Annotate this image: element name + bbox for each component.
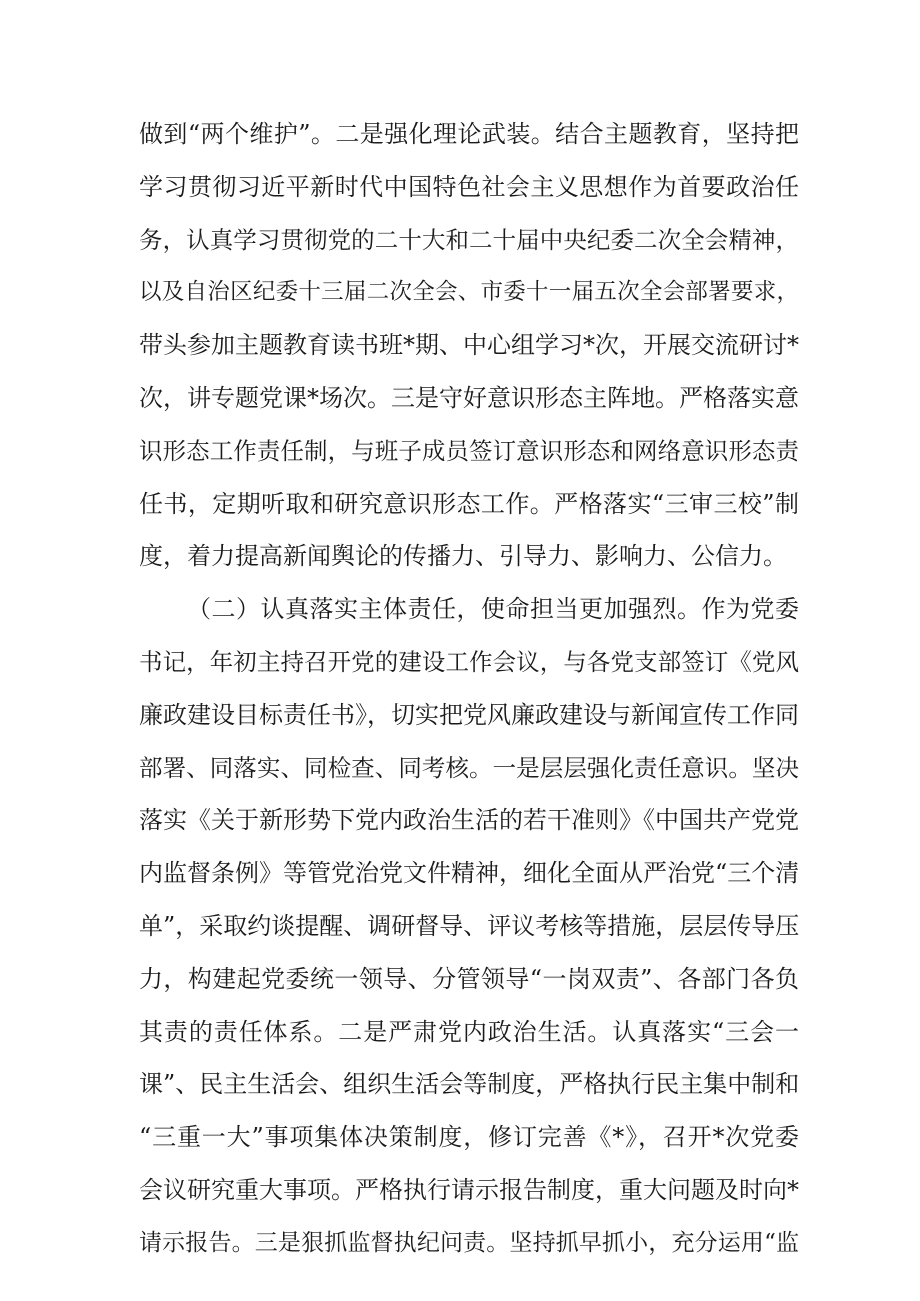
text-line: 会议研究重大事项。严格执行请示报告制度，重大问题及时向* — [139, 1175, 799, 1204]
text-line: 部署、同落实、同检查、同考核。一是层层强化责任意识。坚决 — [139, 753, 799, 782]
text-line: 单”，采取约谈提醒、调研督导、评议考核等措施，层层传导压 — [139, 911, 800, 940]
text-line: 做到“两个维护”。二是强化理论武装。结合主题教育，坚持把 — [139, 120, 799, 148]
text-line: 书记，年初主持召开党的建设工作会议，与各党支部签订《党风 — [139, 647, 799, 676]
text-line: 次，讲专题党课*场次。三是守好意识形态主阵地。严格落实意 — [139, 383, 799, 412]
text-line: 带头参加主题教育读书班*期、中心组学习*次，开展交流研讨* — [139, 331, 799, 360]
text-line: 以及自治区纪委十三届二次全会、市委十一届五次全会部署要求， — [139, 279, 799, 306]
text-line: 务，认真学习贯彻党的二十大和二十届中央纪委二次全会精神， — [139, 225, 799, 254]
body-text — [139, 108, 799, 1270]
text-line: 识形态工作责任制，与班子成员签订意识形态和网络意识形态责 — [139, 436, 799, 465]
text-line: 内监督条例》等管党治党文件精神，细化全面从严治党“三个清 — [139, 859, 800, 888]
text-line: 廉政建设目标责任书》，切实把党风廉政建设与新闻宣传工作同 — [139, 700, 799, 729]
text-line: 学习贯彻习近平新时代中国特色社会主义思想作为首要政治任 — [139, 172, 799, 201]
text-line: 落实《关于新形势下党内政治生活的若干准则》《中国共产党党 — [139, 806, 799, 835]
section-heading-line: （二）认真落实主体责任，使命担当更加强烈。作为党委 — [187, 595, 799, 624]
text-line: 课”、民主生活会、组织生活会等制度，严格执行民主集中制和 — [139, 1070, 800, 1099]
text-line: “三重一大”事项集体决策制度，修订完善《*》，召开*次党委 — [139, 1123, 799, 1152]
text-line: 度，着力提高新闻舆论的传播力、引导力、影响力、公信力。 — [139, 542, 787, 571]
text-line: 任书，定期听取和研究意识形态工作。严格落实“三审三校”制 — [139, 489, 799, 518]
text-line: 力，构建起党委统一领导、分管领导“一岗双责”、各部门各负 — [139, 964, 799, 993]
text-line: 其责的责任体系。二是严肃党内政治生活。认真落实“三会一 — [139, 1017, 799, 1046]
text-line: 请示报告。三是狠抓监督执纪问责。坚持抓早抓小，充分运用“监 — [139, 1229, 799, 1256]
